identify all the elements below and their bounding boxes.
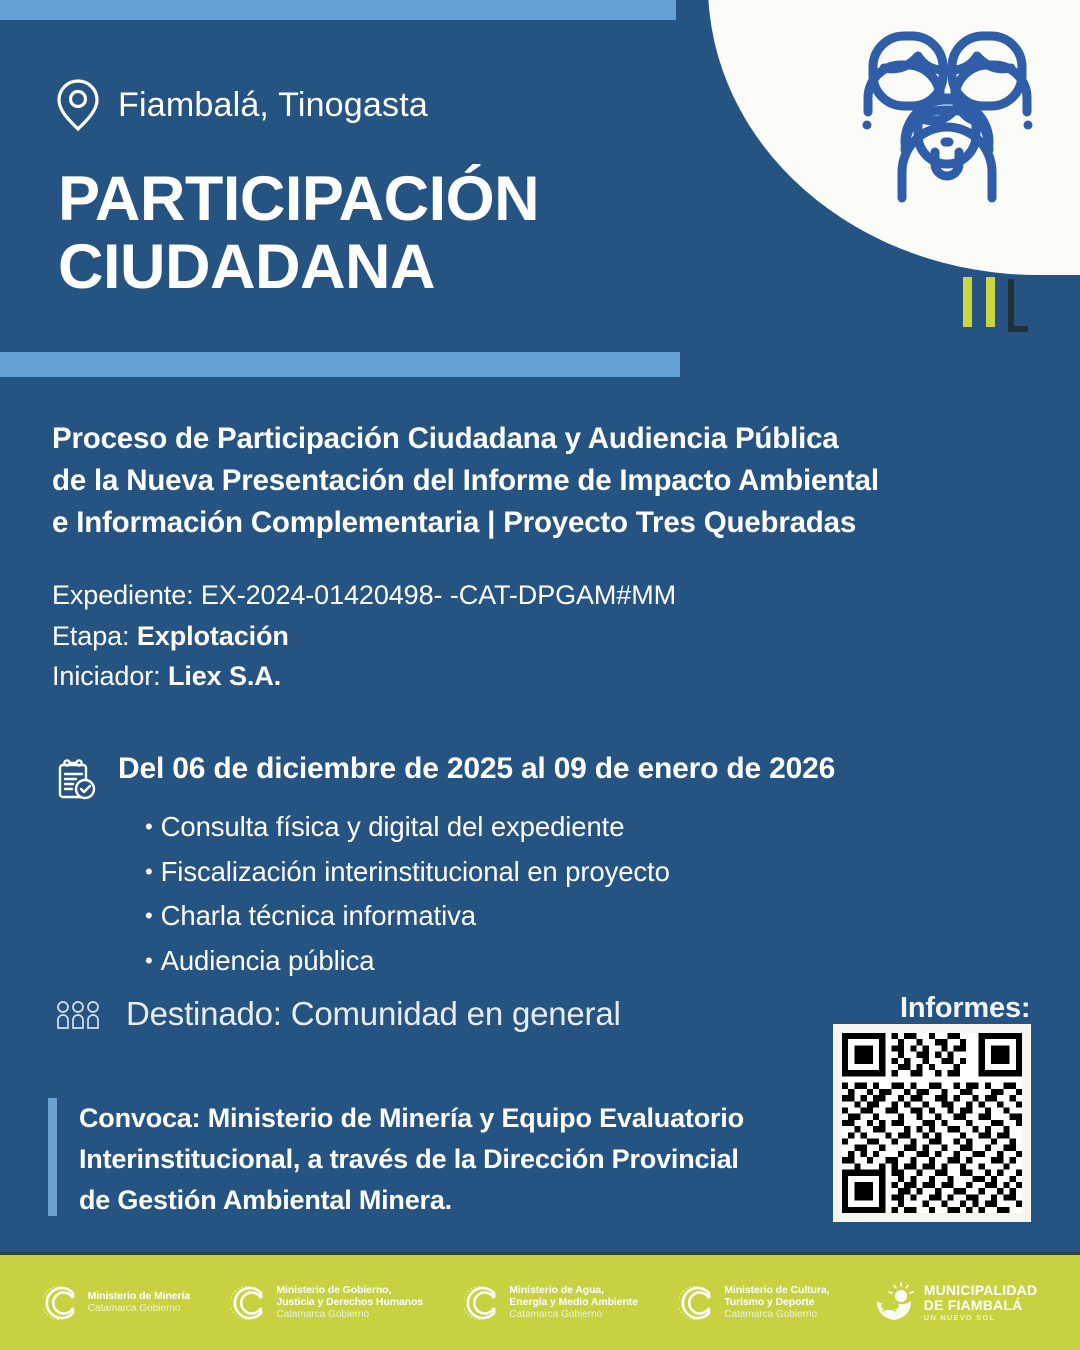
location-text: Fiambalá, Tinogasta	[118, 85, 428, 124]
logo-line-1b: Justicia y Derechos Humanos	[276, 1295, 424, 1308]
convoca-line-1: Convoca: Ministerio de Minería y Equipo Evaluatorio	[79, 1103, 744, 1133]
convoca-accent-bar	[48, 1098, 57, 1216]
catamarca-c-logo-icon	[679, 1284, 717, 1322]
accent-marks-decoration	[963, 277, 1033, 332]
logo-line-2: Catamarca Gobierno	[87, 1302, 181, 1314]
expediente-value: EX-2024-01420498- -CAT-DPGAM#MM	[200, 580, 677, 610]
subtitle-line-1: Proceso de Participación Ciudadana y Audiencia Pública	[52, 422, 839, 455]
subtitle-line-3: e Información Complementaria | Proyecto Tres Quebradas	[52, 505, 857, 539]
logo-line-1: MUNICIPALIDAD	[923, 1281, 1038, 1298]
yellow-bar-1	[963, 277, 972, 327]
logo-ministerio-mineria	[43, 1284, 190, 1322]
iniciador-value: Liex S.A.	[167, 661, 282, 691]
logo-words	[88, 1291, 190, 1314]
three-people-icon	[56, 999, 100, 1029]
people-group-icon	[840, 20, 1055, 220]
catamarca-c-logo-icon	[43, 1284, 81, 1322]
logo-line-2: Catamarca Gobierno	[276, 1308, 370, 1320]
meta-block	[52, 575, 676, 697]
convoca-line-3: de Gestión Ambiental Minera.	[79, 1185, 452, 1216]
audience-row	[56, 995, 621, 1033]
fiambala-sun-hand-icon	[871, 1281, 917, 1325]
iniciador-row	[52, 656, 676, 697]
logo-line-2: UN NUEVO SOL	[923, 1312, 996, 1322]
convoca-line-2: Interinstitucional, a través de la Dirección Provincial	[79, 1144, 739, 1175]
title-line-1: PARTICIPACIÓN	[58, 164, 540, 234]
page-title	[58, 165, 539, 301]
logo-ministerio-agua	[464, 1284, 638, 1322]
catamarca-c-logo-icon	[464, 1284, 502, 1322]
qr-code[interactable]	[833, 1024, 1031, 1222]
schedule-date-row	[56, 752, 835, 801]
subtitle-block	[52, 418, 1012, 544]
qr-code-image[interactable]	[842, 1033, 1022, 1213]
catamarca-c-logo-icon	[231, 1284, 269, 1322]
location-row	[56, 78, 428, 132]
informes-label: Informes:	[900, 992, 1031, 1024]
logo-line-2: Catamarca Gobierno	[509, 1308, 603, 1320]
schedule-date-text: Del 06 de diciembre de 2025 al 09 de enero de 2026	[118, 752, 836, 785]
logo-words	[509, 1285, 638, 1320]
map-pin-icon	[56, 78, 100, 132]
logo-line-1: Ministerio de Minería	[87, 1290, 191, 1303]
audience-text: Destinado: Comunidad en general	[126, 995, 621, 1032]
iniciador-label: Iniciador:	[52, 661, 161, 691]
convoca-block	[48, 1098, 744, 1221]
logo-ministerio-gobierno	[231, 1284, 423, 1322]
expediente-row	[52, 575, 676, 616]
logo-ministerio-cultura	[679, 1284, 829, 1322]
list-item: • Audiencia pública	[145, 939, 670, 984]
logo-line-1b: Turismo y Deporte	[724, 1295, 815, 1308]
logo-line-1: Ministerio de Cultura,	[724, 1284, 830, 1297]
dark-l-shape	[1008, 279, 1028, 332]
logo-words	[724, 1285, 829, 1320]
logo-line-1b: Energía y Medio Ambiente	[509, 1295, 638, 1308]
etapa-label: Etapa:	[52, 620, 130, 651]
yellow-bar-2	[986, 277, 995, 327]
subtitle-line-2: de la Nueva Presentación del Informe de Impacto Ambiental	[52, 463, 879, 497]
title-line-2: CIUDADANA	[58, 232, 435, 303]
schedule-items-list	[145, 805, 670, 983]
logo-line-1: Ministerio de Agua,	[509, 1284, 604, 1297]
top-accent-bar	[0, 0, 676, 20]
etapa-row	[52, 616, 676, 657]
list-item: • Fiscalización interinstitucional en proyecto	[145, 850, 670, 895]
list-item: • Consulta física y digital del expediente	[145, 805, 670, 850]
footer-logo-bar	[0, 1252, 1080, 1350]
logo-words	[924, 1283, 1038, 1323]
logo-line-1b: DE FIAMBALÁ	[923, 1297, 1023, 1314]
logo-words	[276, 1285, 423, 1320]
mid-accent-bar	[0, 352, 680, 377]
logo-line-1: Ministerio de Gobierno,	[276, 1284, 392, 1297]
clipboard-check-icon	[56, 757, 96, 801]
expediente-label: Expediente:	[52, 580, 194, 610]
etapa-value: Explotación	[136, 620, 289, 651]
logo-line-2: Catamarca Gobierno	[724, 1308, 818, 1320]
convoca-text	[79, 1098, 744, 1221]
logo-municipalidad-fiambala	[871, 1281, 1038, 1325]
list-item: • Charla técnica informativa	[145, 894, 670, 939]
